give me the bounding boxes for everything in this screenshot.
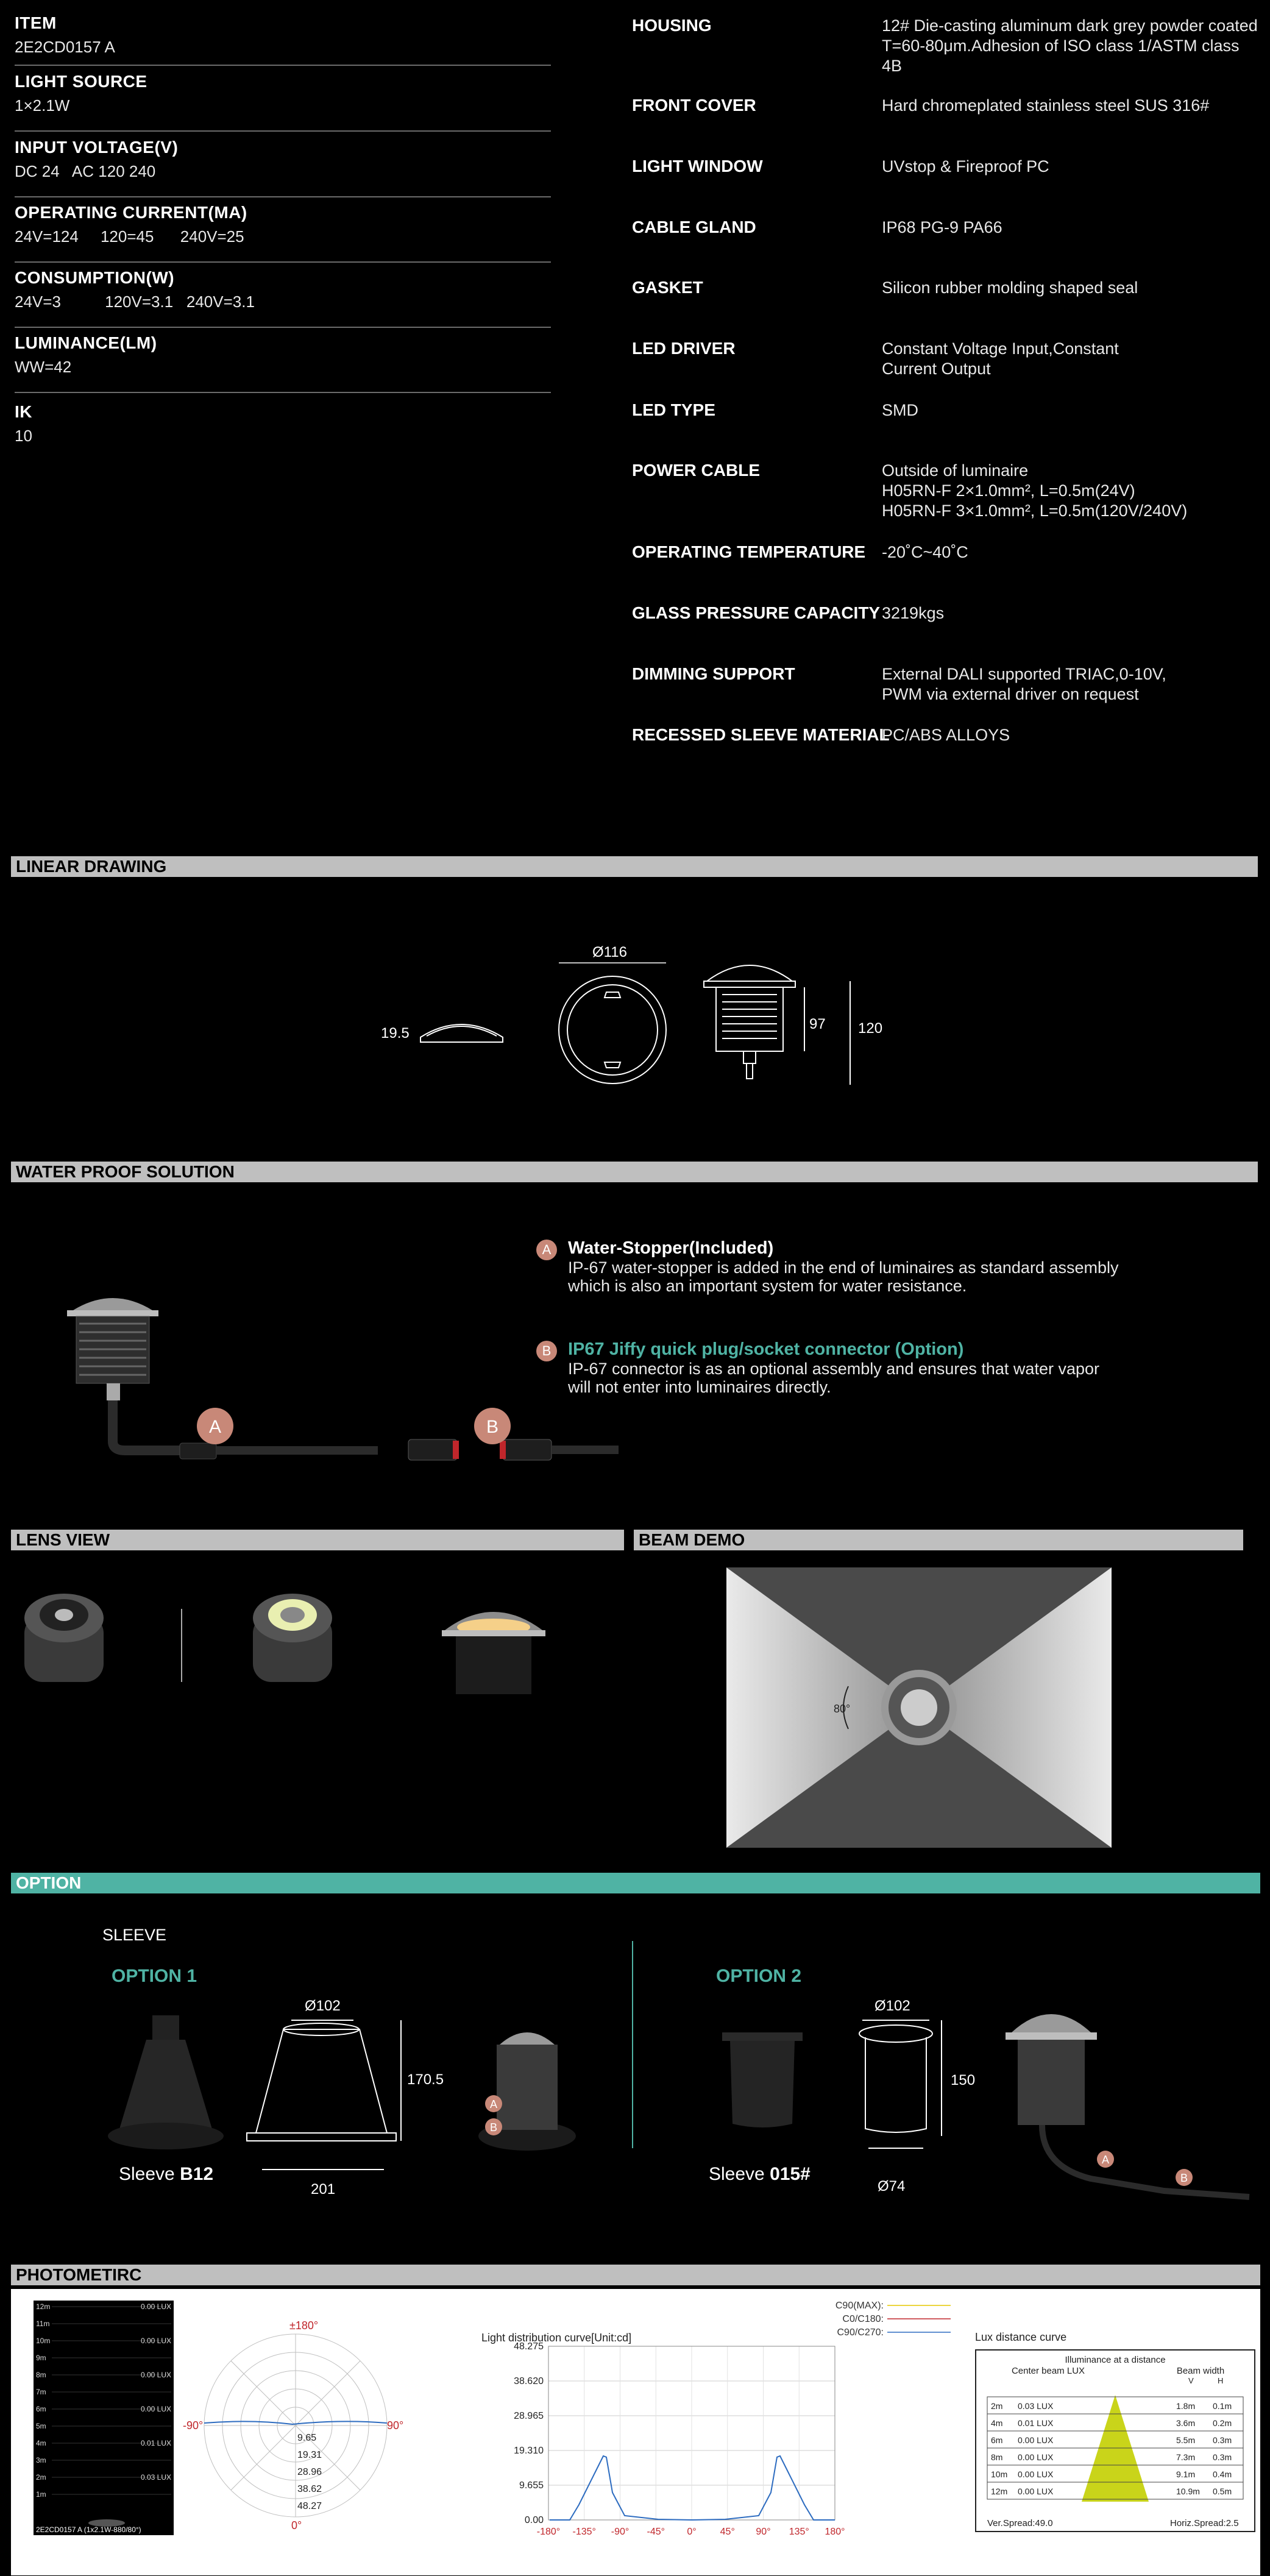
spec-row: [632, 603, 1260, 628]
dim-height-19-5: 19.5: [381, 1025, 410, 1041]
polar-label-left: -90°: [183, 2419, 204, 2432]
spec-row: [632, 16, 1260, 77]
curve-y-tick: 28.965: [514, 2411, 544, 2421]
polar-ring-label: 28.96: [297, 2467, 322, 2477]
spec-row: [632, 542, 1260, 567]
polar-grid: [204, 2334, 387, 2517]
spec-label: LUMINANCE(LM): [15, 333, 157, 352]
badge-b: B: [536, 1341, 557, 1361]
lux-ver-spread: Ver.Spread:49.0: [987, 2518, 1053, 2528]
curve-y-tick: 9.655: [519, 2480, 544, 2491]
spec-value: 3219kgs: [882, 604, 945, 622]
lux-row-distance: 8m: [991, 2452, 1003, 2462]
beam-angle-label: 80°: [834, 1703, 851, 1715]
spec-value: 12# Die-casting aluminum dark grey powder coated T=60-80μm.Adhesion of ISO class 1/ASTM class 4B: [882, 16, 1258, 75]
spec-row: [632, 339, 1260, 381]
spec-key: CABLE GLAND: [632, 218, 756, 236]
isolux-row-label: 5m: [36, 2422, 46, 2430]
option-2-diameter: Ø102: [874, 1998, 910, 2014]
spec-key: RECESSED SLEEVE MATERIAL: [632, 725, 890, 744]
waterproof-b-description: [536, 1339, 1255, 1396]
water-stopper-title: Water-Stopper(Included): [568, 1238, 774, 1258]
sleeve-015-caption: [709, 2164, 811, 2185]
lux-row-h: 0.5m: [1213, 2486, 1232, 2496]
lux-header-2: Center beam LUX: [1011, 2366, 1085, 2376]
sleeve-b12-prefix: Sleeve: [119, 2164, 180, 2184]
curve-y-tick: 38.620: [514, 2376, 544, 2386]
isolux-row-label: 11m: [36, 2319, 50, 2328]
legend-c90-c270: C90/C270:: [837, 2327, 884, 2338]
sleeve-015-line-drawing: [859, 2020, 942, 2148]
callout-b-letter: B: [486, 1417, 499, 1437]
sleeve-b12-drawing: [108, 2015, 224, 2149]
spec-value: Outside of luminaire H05RN-F 2×1.0mm², L=0.5m(24V) H05RN-F 3×1.0mm², L=0.5m(120V/240V): [882, 461, 1188, 520]
isolux-lux-value: 0.00 LUX: [140, 2336, 171, 2345]
isolux-lux-value: 0.00 LUX: [140, 2302, 171, 2311]
curve-x-tick: 45°: [720, 2527, 735, 2537]
option-1-height: 170.5: [407, 2071, 444, 2088]
light-distribution-chart: [475, 2297, 963, 2541]
curve-grid: [548, 2346, 835, 2520]
option-2-assembly: [1006, 2014, 1249, 2197]
lux-row-distance: 6m: [991, 2435, 1003, 2445]
lux-row-h: 0.3m: [1213, 2435, 1232, 2445]
option-2-title: OPTION 2: [716, 1966, 802, 1986]
spec-row: [632, 218, 1260, 242]
badge-a: A: [536, 1240, 557, 1260]
lux-row-h: 0.1m: [1213, 2401, 1232, 2411]
section-bar-lens-view: LENS VIEW: [11, 1530, 624, 1550]
polar-ring-labels: [297, 2433, 322, 2511]
spec-label: OPERATING CURRENT(MA): [15, 203, 247, 222]
lux-row-h: 0.3m: [1213, 2452, 1232, 2462]
linear-drawing: [366, 939, 914, 1103]
lux-header-v: V: [1188, 2376, 1194, 2385]
jiffy-connector-title: IP67 Jiffy quick plug/socket connector (Option): [568, 1339, 964, 1359]
curve-x-tick: 90°: [756, 2527, 771, 2537]
spec-item: [15, 203, 551, 263]
lux-header-1: Illuminance at a distance: [1065, 2355, 1166, 2365]
isolux-lux-value: 0.03 LUX: [140, 2473, 171, 2482]
spec-label: CONSUMPTION(W): [15, 268, 175, 287]
polar-ring-label: 38.62: [297, 2484, 322, 2494]
assembly2-callout-a: A: [1101, 2154, 1110, 2166]
lux-row-v: 5.5m: [1176, 2435, 1196, 2445]
isolux-lux-value: 0.00 LUX: [140, 2371, 171, 2379]
legend-c90-max: C90(MAX):: [835, 2301, 884, 2311]
sleeve-b12-caption: [119, 2164, 213, 2185]
curve-y-tick: 0.00: [524, 2515, 544, 2525]
sleeve-b12-code: B12: [180, 2164, 214, 2184]
curve-x-tick: -90°: [611, 2527, 630, 2537]
isolux-row-label: 1m: [36, 2490, 46, 2499]
spec-key: LED TYPE: [632, 400, 715, 419]
spec-value: Silicon rubber molding shaped seal: [882, 279, 1138, 297]
lens-side-view: [442, 1612, 545, 1694]
option-2-bottom-diameter: Ø74: [878, 2178, 906, 2195]
spec-value: External DALI supported TRIAC,0-10V, PWM via external driver on request: [882, 665, 1166, 703]
spec-row: [632, 96, 1260, 120]
spec-value: IP68 PG-9 PA66: [882, 218, 1002, 236]
sleeve-015-code: 015#: [770, 2164, 811, 2184]
curve-x-tick: 0°: [687, 2527, 697, 2537]
section-bar-linear-drawing: LINEAR DRAWING: [11, 856, 1258, 877]
lux-row-value: 0.00 LUX: [1018, 2452, 1054, 2462]
lux-row-v: 3.6m: [1176, 2418, 1196, 2428]
spec-row: [632, 461, 1260, 522]
lux-row-v: 1.8m: [1176, 2401, 1196, 2411]
spec-value: DC 24 AC 120 240: [15, 162, 156, 180]
side-view-drawing: [704, 965, 850, 1085]
spec-item: [15, 268, 551, 328]
option-1-diameter: Ø102: [305, 1998, 341, 2014]
lux-header-h: H: [1218, 2376, 1224, 2385]
spec-value: 24V=124 120=45 240V=25: [15, 227, 244, 246]
isolux-row-label: 12m: [36, 2302, 51, 2311]
sleeve-015-prefix: Sleeve: [709, 2164, 770, 2184]
spec-label: IK: [15, 402, 32, 421]
curve-y-tick: 19.310: [514, 2446, 544, 2456]
isolux-lux-value: 0.00 LUX: [140, 2405, 171, 2413]
isolux-row-label: 4m: [36, 2439, 46, 2447]
lux-row-distance: 4m: [991, 2418, 1003, 2428]
spec-value: 24V=3 120V=3.1 240V=3.1: [15, 293, 255, 311]
lux-row-distance: 10m: [991, 2469, 1008, 2479]
dim-height-120: 120: [858, 1020, 883, 1037]
lux-row-value: 0.00 LUX: [1018, 2486, 1054, 2496]
spec-key: FRONT COVER: [632, 96, 756, 115]
dim-height-97: 97: [809, 1016, 826, 1032]
spec-value: Hard chromeplated stainless steel SUS 316#: [882, 96, 1210, 115]
lux-row-distance: 12m: [991, 2486, 1008, 2496]
beam-demo-illustration: [726, 1567, 1112, 1848]
isolux-caption: 2E2CD0157 A (1x2.1W-880/80°): [36, 2525, 141, 2534]
curve-x-tick: -45°: [647, 2527, 665, 2537]
option-1-width: 201: [311, 2181, 336, 2198]
sleeve-015-drawing: [722, 2032, 803, 2127]
spec-key: HOUSING: [632, 16, 712, 35]
spec-value: SMD: [882, 401, 918, 419]
curve-x-tick: -180°: [536, 2527, 561, 2537]
spec-item: [15, 402, 551, 457]
lux-row-distance: 2m: [991, 2401, 1003, 2411]
curve-x-tick: -135°: [572, 2527, 596, 2537]
lux-row-value: 0.00 LUX: [1018, 2435, 1054, 2445]
spec-item: [15, 138, 551, 197]
sleeve-heading: SLEEVE: [102, 1926, 167, 1944]
spec-value: 2E2CD0157 A: [15, 38, 115, 56]
spec-label: INPUT VOLTAGE(V): [15, 138, 179, 157]
lux-title: Lux distance curve: [975, 2331, 1067, 2343]
section-bar-option: OPTION: [11, 1873, 1260, 1893]
side-profile-drawing: [420, 1024, 503, 1042]
lux-row-value: 0.03 LUX: [1018, 2401, 1054, 2411]
curve-legend: [835, 2301, 951, 2338]
spec-key: GLASS PRESSURE CAPACITY: [632, 603, 881, 622]
curve-x-tick: 135°: [789, 2527, 809, 2537]
option-1-title: OPTION 1: [112, 1966, 197, 1986]
option-divider: [632, 1941, 633, 2148]
distribution-curve-c90-c270: [550, 2456, 835, 2520]
curve-x-tick: 180°: [825, 2527, 845, 2537]
section-bar-photometric: PHOTOMETIRC: [11, 2265, 1260, 2285]
lux-row-value: 0.00 LUX: [1018, 2469, 1054, 2479]
sleeve-b12-line-drawing: [247, 2020, 401, 2170]
polar-diagram: [183, 2316, 404, 2541]
isolux-row-label: 3m: [36, 2456, 46, 2464]
option-2-height: 150: [951, 2072, 976, 2088]
waterproof-a-description: [536, 1238, 1255, 1295]
spec-value: Constant Voltage Input,Constant Current Output: [882, 339, 1119, 378]
polar-label-bottom: 0°: [291, 2519, 302, 2532]
lux-hor-spread: Horiz.Spread:2.5: [1170, 2518, 1239, 2528]
spec-value: 1×2.1W: [15, 96, 70, 115]
assembly-callout-b: B: [489, 2121, 498, 2134]
lux-row-value: 0.01 LUX: [1018, 2418, 1054, 2428]
isolux-row-label: 2m: [36, 2473, 46, 2482]
spec-value: 10: [15, 427, 32, 445]
curve-y-ticks: [514, 2341, 544, 2525]
polar-ring-label: 19.31: [297, 2450, 322, 2460]
spec-item: [15, 333, 551, 393]
lens-lit-view: [253, 1594, 332, 1682]
polar-ring-label: 48.27: [297, 2501, 322, 2511]
lux-row-v: 10.9m: [1176, 2486, 1200, 2496]
dim-diameter-116: Ø116: [592, 944, 627, 960]
section-bar-water-proof: WATER PROOF SOLUTION: [11, 1162, 1258, 1182]
jiffy-connector-text: IP-67 connector is as an optional assembly and ensures that water vapor will not enter into luminaires directly.: [568, 1360, 1099, 1396]
isolux-row-label: 7m: [36, 2388, 46, 2396]
lens-view-illustration: [12, 1560, 622, 1725]
isolux-row-label: 10m: [36, 2336, 51, 2345]
spec-key: LIGHT WINDOW: [632, 157, 763, 176]
water-stopper-text: IP-67 water-stopper is added in the end of luminaires as standard assembly which is also an important system for water resistance.: [568, 1258, 1119, 1295]
polar-label-top: ±180°: [289, 2319, 319, 2332]
lux-row-h: 0.2m: [1213, 2418, 1232, 2428]
section-bar-beam-demo: BEAM DEMO: [634, 1530, 1243, 1550]
legend-c0-c180: C0/C180:: [842, 2314, 884, 2324]
curve-title: Light distribution curve[Unit:cd]: [481, 2332, 632, 2344]
polar-ring-label: 9.65: [297, 2433, 317, 2443]
assembly-callout-a: A: [489, 2098, 498, 2110]
lux-distance-table: [975, 2349, 1255, 2532]
isolux-row-label: 9m: [36, 2354, 46, 2362]
isolux-lux-value: 0.01 LUX: [140, 2439, 171, 2447]
spec-key: OPERATING TEMPERATURE: [632, 542, 866, 561]
lux-row-v: 9.1m: [1176, 2469, 1196, 2479]
spec-row: [632, 725, 1260, 750]
lux-header-3: Beam width: [1176, 2366, 1225, 2376]
spec-label: ITEM: [15, 13, 57, 32]
spec-item: [15, 13, 551, 66]
spec-key: LED DRIVER: [632, 339, 736, 358]
isolux-row-label: 8m: [36, 2371, 46, 2379]
spec-value: UVstop & Fireproof PC: [882, 157, 1049, 176]
lux-row-v: 7.3m: [1176, 2452, 1196, 2462]
spec-value: PC/ABS ALLOYS: [882, 726, 1010, 744]
spec-label: LIGHT SOURCE: [15, 72, 147, 91]
curve-x-ticks: [537, 2527, 845, 2537]
spec-key: DIMMING SUPPORT: [632, 664, 795, 683]
spec-row: [632, 664, 1260, 707]
lux-row-h: 0.4m: [1213, 2469, 1232, 2479]
spec-row: [632, 400, 1260, 425]
spec-row: [632, 157, 1260, 181]
isolux-row-label: 6m: [36, 2405, 46, 2413]
spec-key: POWER CABLE: [632, 461, 760, 480]
top-view-drawing: [559, 963, 666, 1084]
spec-value: WW=42: [15, 358, 72, 376]
assembly2-callout-b: B: [1180, 2172, 1188, 2184]
lens-top-view: [24, 1594, 104, 1682]
callout-a-letter: A: [208, 1417, 222, 1437]
isolux-panel: [34, 2301, 174, 2535]
option-1-assembly: [478, 2032, 576, 2151]
spec-value: -20˚C~40˚C: [882, 543, 968, 561]
spec-row: [632, 278, 1260, 302]
curve-y-tick: 48.275: [514, 2341, 544, 2352]
polar-label-right: 90°: [387, 2419, 404, 2432]
spec-key: GASKET: [632, 278, 703, 297]
spec-item: [15, 72, 551, 132]
